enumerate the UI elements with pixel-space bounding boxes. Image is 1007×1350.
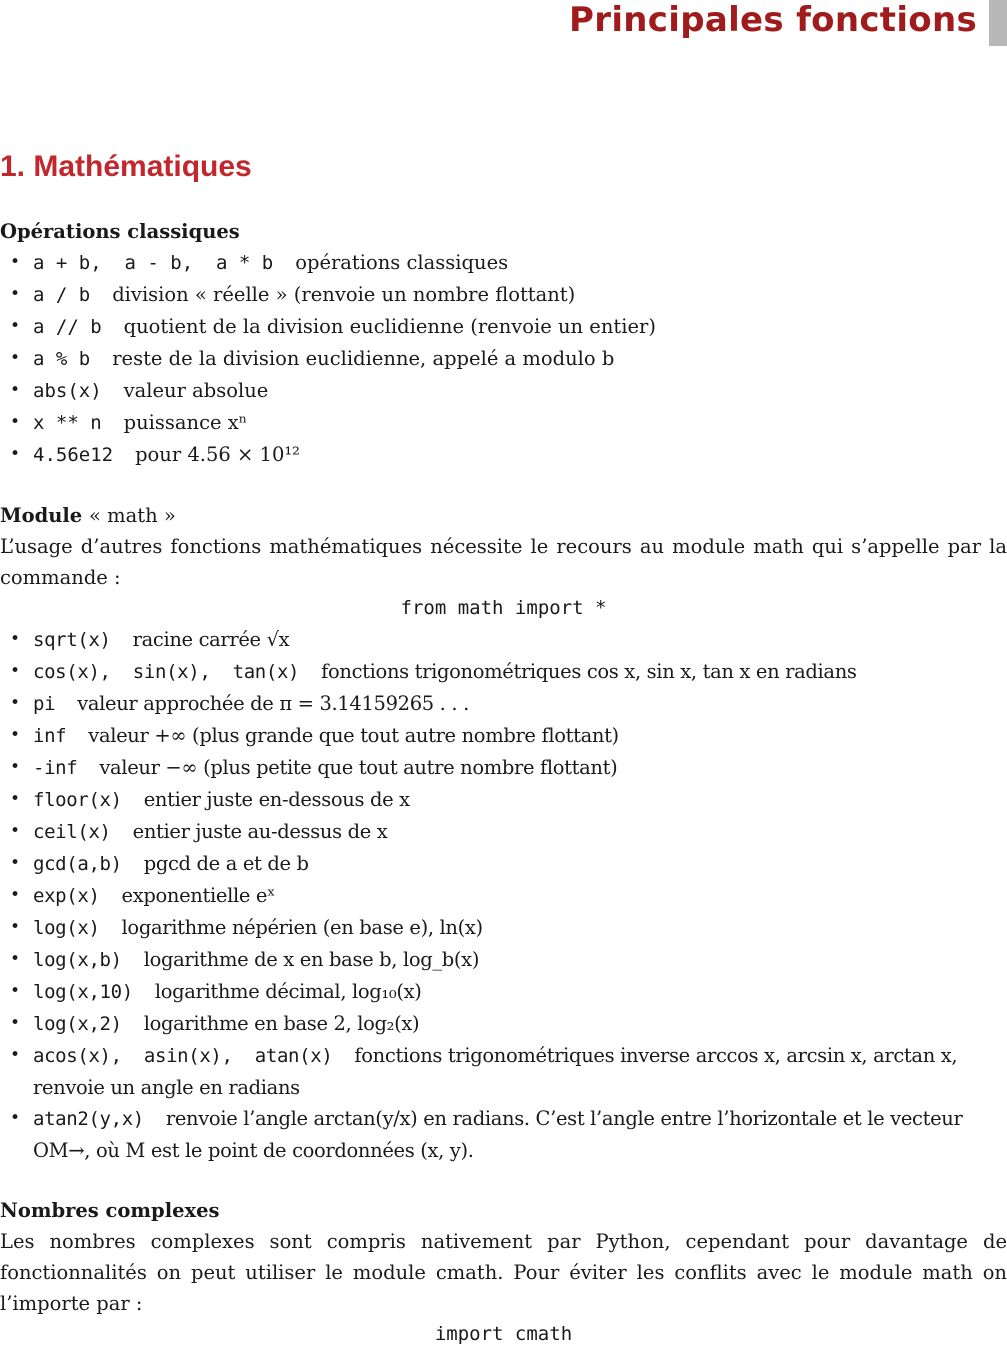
code-snippet: x ** n: [33, 412, 102, 434]
list-item: [0, 247, 1007, 279]
list-item: [0, 1008, 1007, 1040]
list-item: [0, 656, 1007, 688]
list-item: [0, 848, 1007, 880]
item-description: entier juste en-dessous de x: [143, 788, 410, 811]
complex-heading: Nombres complexes: [0, 1199, 220, 1222]
item-description: logarithme de x en base b, log_b(x): [143, 948, 480, 971]
item-description: valeur +∞ (plus grande que tout autre nombre flottant): [88, 724, 619, 747]
code-snippet: pi: [33, 693, 56, 715]
code-snippet: sqrt(x): [33, 629, 111, 651]
item-description: fonctions trigonométriques inverse arccos x, arcsin x, arctan x, renvoie un angle en radians: [33, 1044, 958, 1099]
code-snippet: inf: [33, 725, 67, 747]
item-description: pgcd de a et de b: [143, 852, 309, 875]
item-description: logarithme décimal, log₁₀(x): [154, 980, 422, 1003]
code-snippet: atan2(y,x): [33, 1108, 144, 1130]
list-item: [0, 375, 1007, 407]
item-description: renvoie l’angle arctan(y/x) en radians. C’est l’angle entre l’horizontale et le vecteur OM→, où M est le point de coordonnées (x, y).: [33, 1107, 963, 1162]
math-module-intro: L’usage d’autres fonctions mathématiques nécessite le recours au module math qui s’appelle par la commande :: [0, 535, 1007, 589]
title-bar: [569, 0, 1007, 46]
item-description: opérations classiques: [295, 251, 509, 274]
code-snippet: 4.56e12: [33, 444, 114, 466]
item-description: quotient de la division euclidienne (renvoie un entier): [123, 315, 656, 338]
code-snippet: a + b, a - b, a * b: [33, 252, 274, 274]
list-item: [0, 944, 1007, 976]
cmath-import-line: import cmath: [434, 1323, 573, 1345]
item-description: valeur absolue: [123, 379, 269, 402]
content: [0, 216, 1007, 1350]
code-snippet: acos(x), asin(x), atan(x): [33, 1045, 333, 1067]
list-item: [0, 624, 1007, 656]
math-module-heading: Module « math »: [0, 504, 176, 527]
section-title: 1. Mathématiques: [0, 150, 252, 183]
code-snippet: exp(x): [33, 885, 100, 907]
code-snippet: -inf: [33, 757, 78, 779]
classic-list: [0, 247, 1007, 471]
item-description: puissance xⁿ: [123, 411, 248, 434]
code-snippet: gcd(a,b): [33, 853, 122, 875]
code-snippet: log(x,10): [33, 981, 133, 1003]
code-snippet: floor(x): [33, 789, 122, 811]
item-description: exponentielle eˣ: [121, 884, 275, 907]
complex-intro: Les nombres complexes sont compris nativement par Python, cependant pour davantage de fonctionnalités on peut utiliser le module cmath. Pour éviter les conflits avec le module math on l’importe par :: [0, 1230, 1007, 1315]
math-import-line: from math import *: [400, 597, 607, 619]
item-description: valeur approchée de π = 3.14159265 . . .: [77, 692, 469, 715]
list-item: [0, 311, 1007, 343]
math-list: [0, 624, 1007, 1166]
item-description: valeur −∞ (plus petite que tout autre nombre flottant): [99, 756, 618, 779]
item-description: fonctions trigonométriques cos x, sin x, tan x en radians: [321, 660, 857, 683]
item-description: logarithme en base 2, log₂(x): [143, 1012, 420, 1035]
list-item: [0, 439, 1007, 471]
list-item: [0, 752, 1007, 784]
code-snippet: abs(x): [33, 380, 102, 402]
list-item: [0, 816, 1007, 848]
list-item: [0, 688, 1007, 720]
code-snippet: cos(x), sin(x), tan(x): [33, 661, 300, 683]
code-snippet: a % b: [33, 348, 91, 370]
list-item: [0, 784, 1007, 816]
code-snippet: log(x,2): [33, 1013, 122, 1035]
item-description: reste de la division euclidienne, appelé a modulo b: [112, 347, 615, 370]
list-item: [0, 912, 1007, 944]
item-description: entier juste au-dessus de x: [132, 820, 388, 843]
list-item: [0, 720, 1007, 752]
list-item: [0, 1040, 1007, 1103]
title-tab: [989, 0, 1007, 46]
item-description: division « réelle » (renvoie un nombre flottant): [112, 283, 576, 306]
list-item: [0, 343, 1007, 375]
list-item: [0, 1103, 1007, 1166]
item-description: racine carrée √x: [132, 628, 290, 651]
list-item: [0, 880, 1007, 912]
item-description: logarithme népérien (en base e), ln(x): [121, 916, 483, 939]
item-description: pour 4.56 × 10¹²: [135, 443, 300, 466]
list-item: [0, 976, 1007, 1008]
code-snippet: a // b: [33, 316, 102, 338]
code-snippet: ceil(x): [33, 821, 111, 843]
code-snippet: log(x): [33, 917, 100, 939]
code-snippet: a / b: [33, 284, 91, 306]
list-item: [0, 279, 1007, 311]
classic-heading: Opérations classiques: [0, 220, 240, 243]
list-item: [0, 407, 1007, 439]
code-snippet: log(x,b): [33, 949, 122, 971]
page-title: Principales fonctions: [569, 0, 977, 40]
